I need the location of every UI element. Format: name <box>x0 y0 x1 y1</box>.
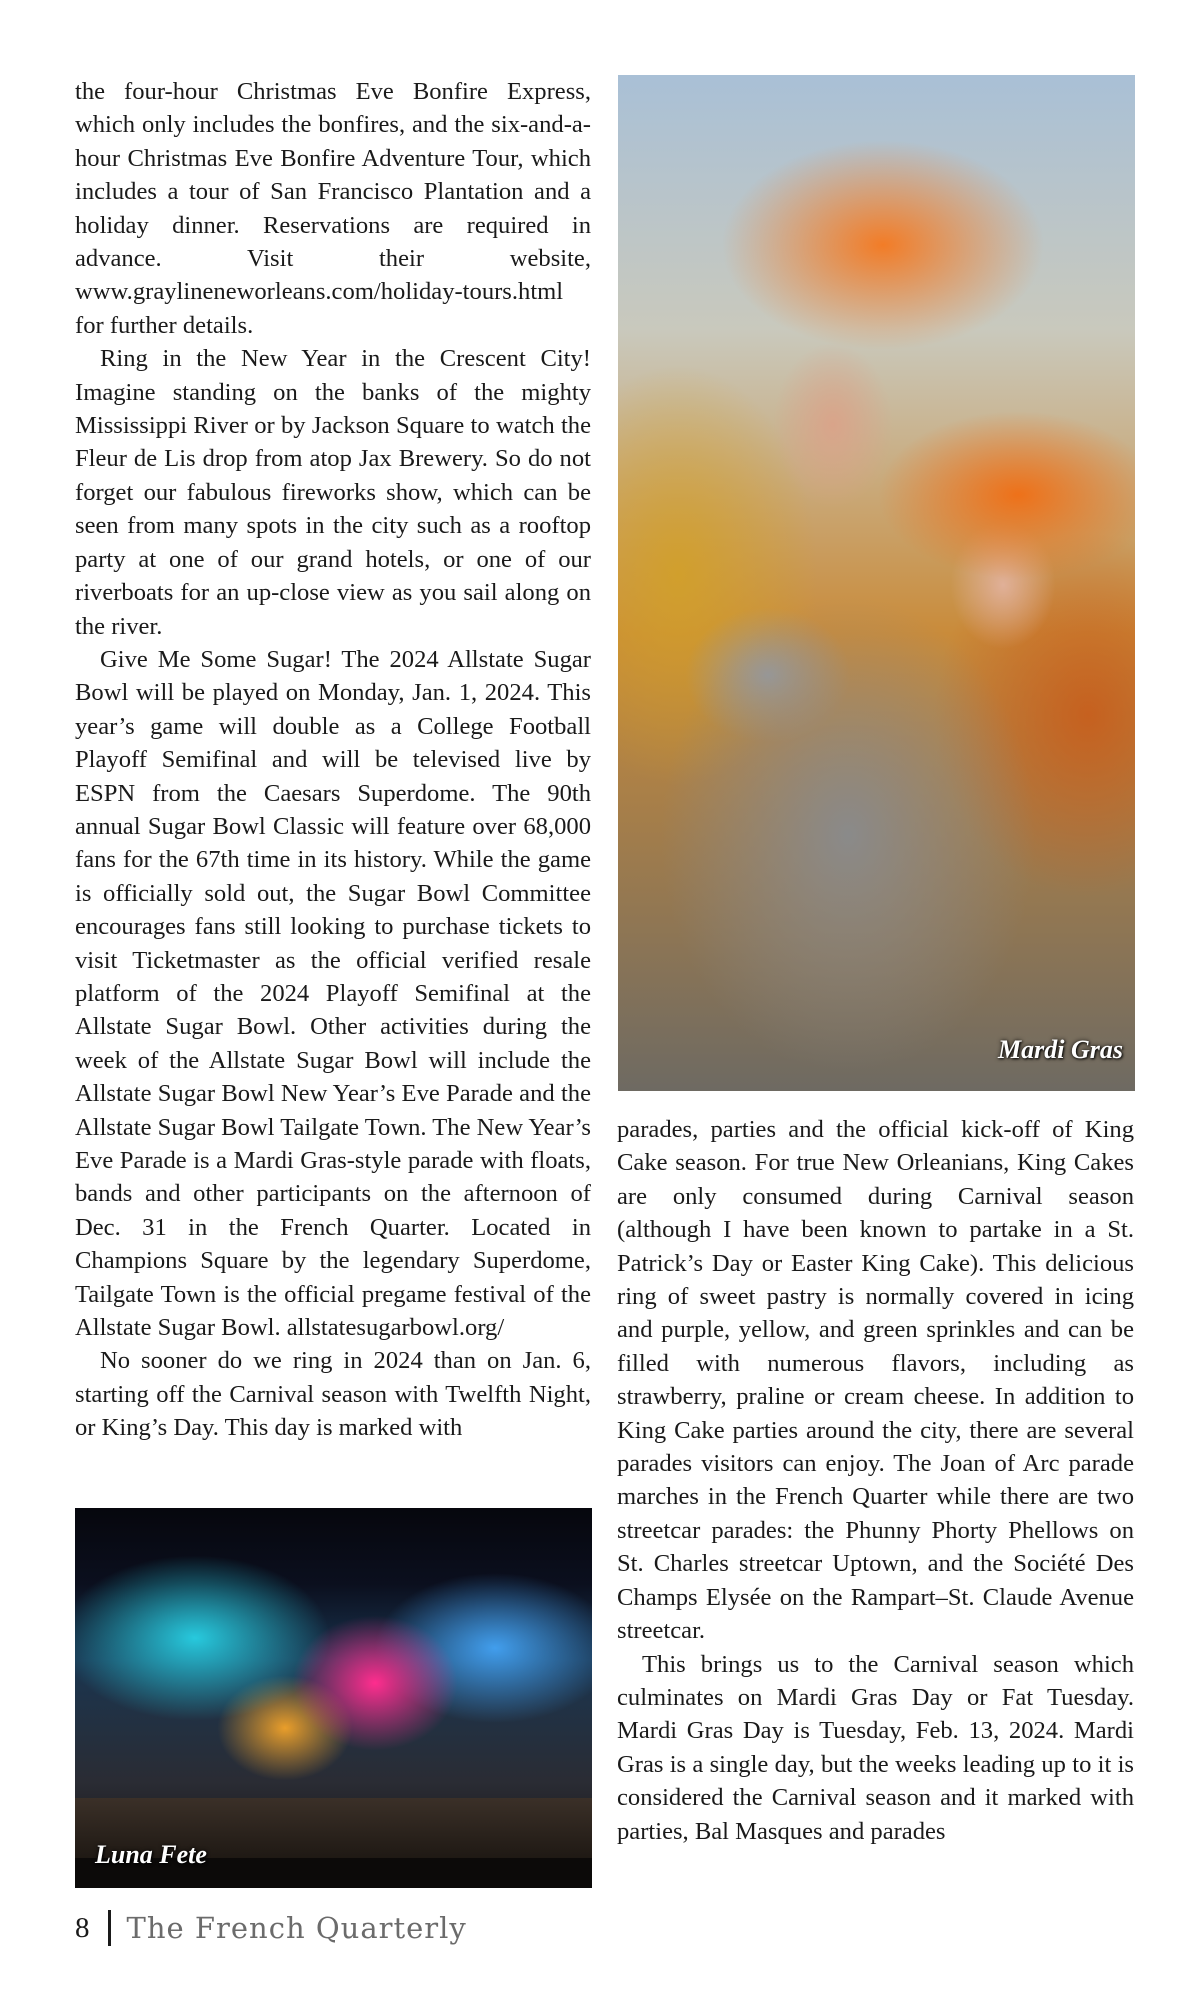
article-paragraph: parades, parties and the official kick-off of King Cake season. For true New Orleanians, King Cakes are only consumed during Carnival season (although I have been known to partake in a St. Patrick’s Day or Easter King Cake). This delicious ring of sweet pastry is normally covered in icing and purple, yellow, and green sprinkles and can be filled with numerous flavors, including as strawberry, praline or cream cheese. In addition to King Cake parties around the city, there are several parades visitors can enjoy. The Joan of Arc parade marches in the French Quarter while there are two streetcar parades: the Phunny Phorty Phellows on St. Charles streetcar Uptown, and the Société Des Champs Elysée on the Rampart–St. Claude Avenue streetcar. <box>617 1116 1134 1645</box>
footer-divider <box>108 1910 111 1946</box>
right-column <box>617 1113 1134 1848</box>
page-footer <box>75 1906 467 1950</box>
left-column <box>75 75 591 1445</box>
article-paragraph: No sooner do we ring in 2024 than on Jan. 6, starting off the Carnival season with Twelfth Night, or King’s Day. This day is marked with <box>75 1347 591 1442</box>
mardi-gras-photo <box>618 75 1135 1091</box>
publication-title: The French Quarterly <box>126 1911 467 1945</box>
article-paragraph: This brings us to the Carnival season which culminates on Mardi Gras Day or Fat Tuesday. Mardi Gras Day is Tuesday, Feb. 13, 2024. Mardi Gras is a single day, but the weeks leading up to it is considered the Carnival season and it marked with parties, Bal Masques and parades <box>617 1650 1134 1845</box>
luna-fete-photo <box>75 1508 592 1888</box>
page-number: 8 <box>75 1911 90 1944</box>
article-paragraph: Give Me Some Sugar! The 2024 Allstate Sugar Bowl will be played on Monday, Jan. 1, 2024. This year’s game will double as a College Football Playoff Semifinal and will be televised live by ESPN from the Caesars Superdome. The 90th annual Sugar Bowl Classic will feature over 68,000 fans for the 67th time in its history. While the game is officially sold out, the Sugar Bowl Committee encourages fans still looking to purchase tickets to visit Ticketmaster as the official verified resale platform of the 2024 Playoff Semifinal at the Allstate Sugar Bowl. Other activities during the week of the Allstate Sugar Bowl will include the Allstate Sugar Bowl New Year’s Eve Parade and the Allstate Sugar Bowl Tailgate Town. The New Year’s Eve Parade is a Mardi Gras-style parade with floats, bands and other participants on the afternoon of Dec. 31 in the French Quarter. Located in Champions Square by the legendary Superdome, Tailgate Town is the official pregame festival of the Allstate Sugar Bowl. allstatesugarbowl.org/ <box>75 645 591 1342</box>
article-paragraph: the four-hour Christmas Eve Bonfire Express, which only includes the bonfires, and the six-and-a-hour Christmas Eve Bonfire Adventure Tour, which includes a tour of San Francisco Plantation and a holiday dinner. Reservations are required in advance. Visit their website, www.graylineneworleans.com/holiday-tours.html for further details. <box>75 78 591 339</box>
luna-fete-caption: Luna Fete <box>95 1840 207 1869</box>
mardi-gras-caption: Mardi Gras <box>998 1035 1123 1064</box>
article-paragraph: Ring in the New Year in the Crescent City! Imagine standing on the banks of the mighty Mississippi River or by Jackson Square to watch the Fleur de Lis drop from atop Jax Brewery. So do not forget our fabulous fireworks show, which can be seen from many spots in the city such as a rooftop party at one of our grand hotels, or one of our riverboats for an up-close view as you sail along on the river. <box>75 345 591 640</box>
